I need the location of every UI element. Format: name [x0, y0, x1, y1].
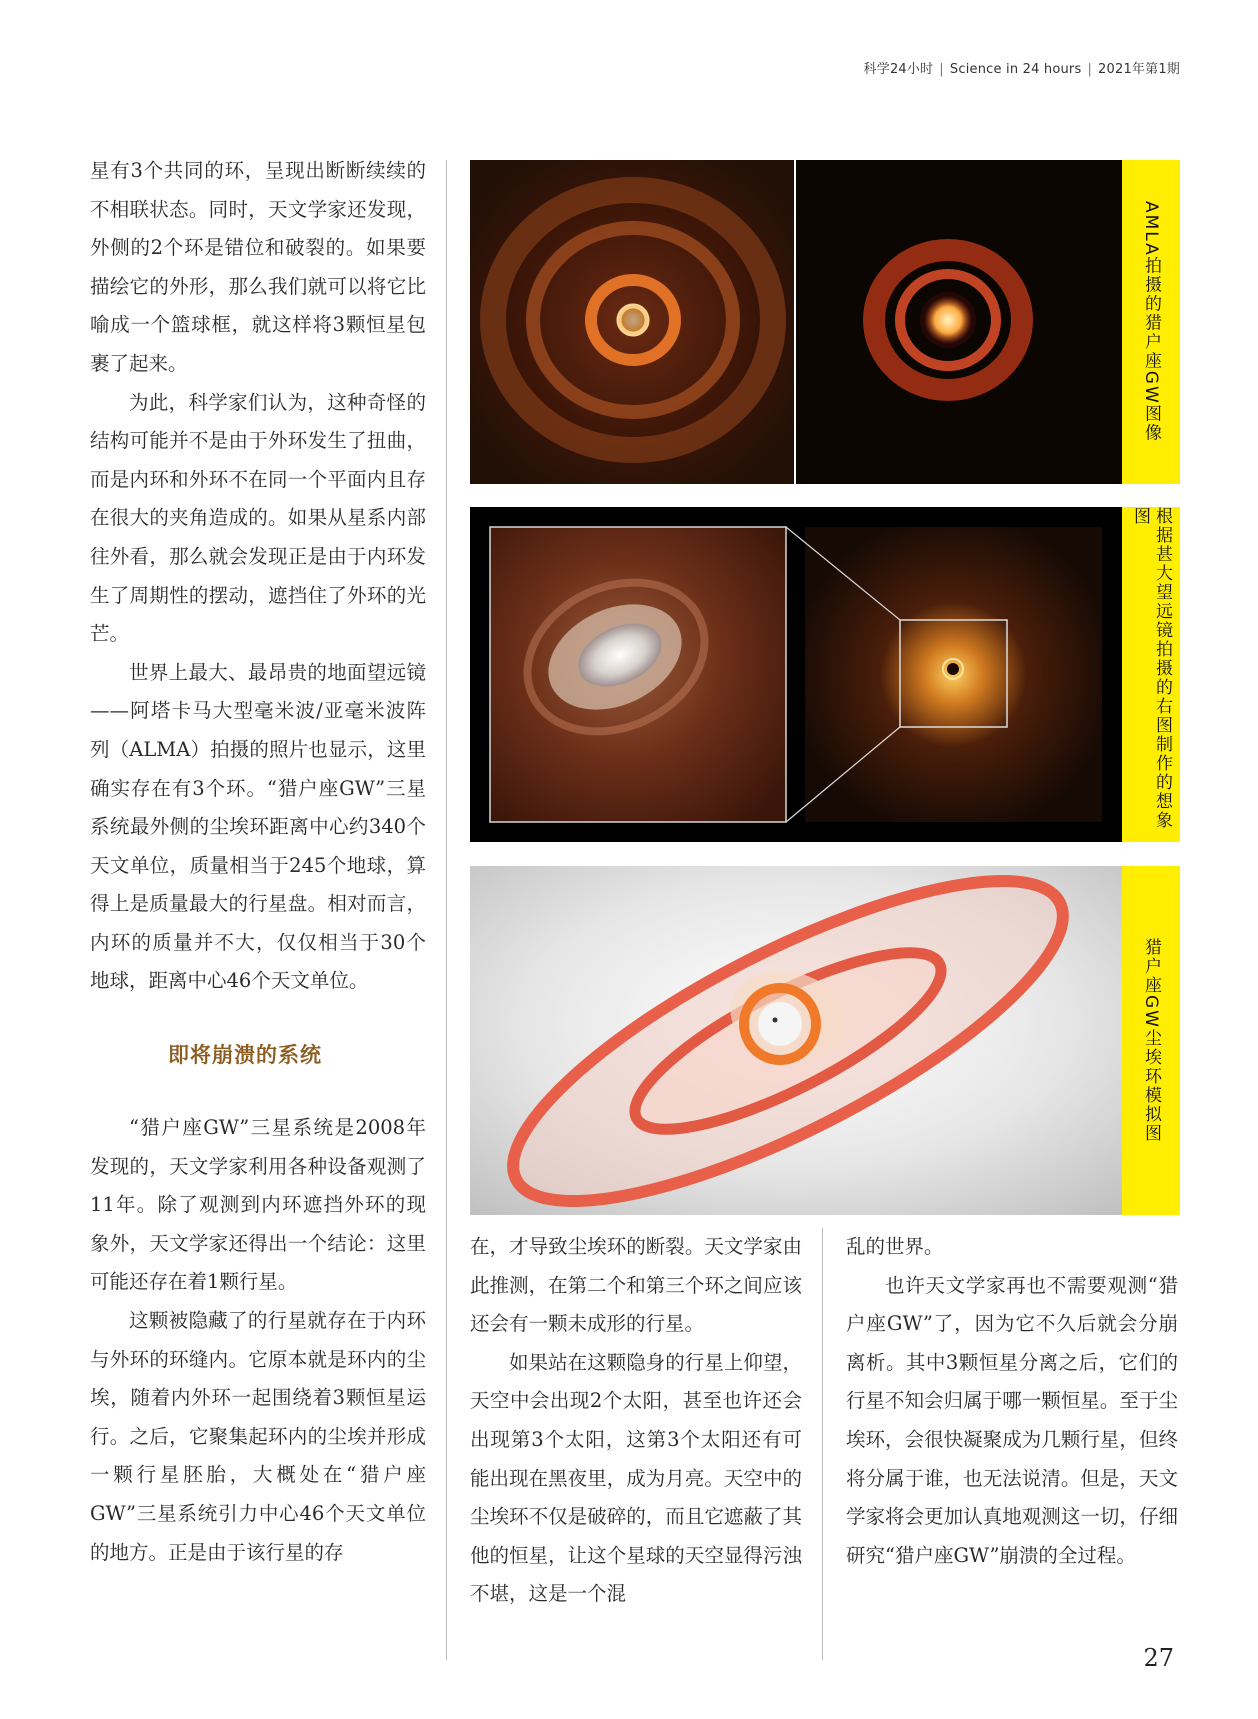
paragraph: 为此，科学家们认为，这种奇怪的结构可能并不是由于外环发生了扭曲，而是内环和外环不在同一个平面内且存在很大的夹角造成的。如果从星系内部往外看，那么就会发现正是由于内环发生了周期性的摆动，遮挡住了外环的光芒。 [90, 390, 426, 646]
ring-model-image [470, 866, 1180, 1215]
page-number: 27 [1143, 1644, 1174, 1672]
alma-image-pair [470, 160, 1180, 484]
paragraph: 星有3个共同的环，呈现出断断续续的不相联状态。同时，天文学家还发现，外侧的2个环是错位和破裂的。如果要描绘它的外形，那么我们就可以将它比喻成一个篮球框，就这样将3颗恒星包裹了起来。 [90, 159, 426, 375]
column-divider [822, 1228, 823, 1660]
figure-caption: AMLA拍摄的猎户座GW图像 [1141, 201, 1161, 443]
figure-ring-model [470, 866, 1180, 1215]
left-column [90, 152, 426, 1572]
header-separator: | [939, 62, 944, 77]
figure-vlt-artwork [470, 507, 1180, 842]
figure-caption-box [1122, 160, 1180, 484]
vlt-image-pair [470, 507, 1180, 842]
paragraph: 如果站在这颗隐身的行星上仰望，天空中会出现2个太阳，甚至也许还会出现第3个太阳，这第3个太阳还有可能出现在黑夜里，成为月亮。天空中的尘埃环不仅是破碎的，而且它遮蔽了其他的恒星，让这个星球的天空显得污浊不堪，这是一个混 [470, 1350, 802, 1606]
column-divider [446, 160, 447, 1660]
figure-caption-box [1122, 866, 1180, 1215]
issue-label: 2021年第1期 [1098, 62, 1180, 77]
figure-alma-images [470, 160, 1180, 484]
middle-column [470, 1228, 802, 1614]
figure-caption: 根据甚大望远镜拍摄的右图制作的想象图 [1130, 507, 1172, 830]
paragraph: 世界上最大、最昂贵的地面望远镜——阿塔卡马大型毫米波/亚毫米波阵列（ALMA）拍摄的照片也显示，这里确实存在有3个环。“猎户座GW”三星系统最外侧的尘埃环距离中心约340个天文单位，质量相当于245个地球，算得上是质量最大的行星盘。相对而言，内环的质量并不大，仅仅相当于30个地球，距离中心46个天文单位。 [90, 660, 426, 993]
paragraph: 在，才导致尘埃环的断裂。天文学家由此推测，在第二个和第三个环之间应该还会有一颗未成形的行星。 [470, 1235, 802, 1336]
section-heading: 即将崩溃的系统 [168, 1043, 322, 1068]
paragraph: “猎户座GW”三星系统是2008年发现的，天文学家利用各种设备观测了11年。除了观测到内环遮挡外环的现象外，天文学家还得出一个结论：这里可能还存在着1颗行星。 [90, 1116, 426, 1294]
header-separator: | [1087, 62, 1093, 77]
running-header [864, 58, 1180, 77]
paragraph: 这颗被隐藏了的行星就存在于内环与外环的环缝内。它原本就是环内的尘埃，随着内外环一起围绕着3颗恒星运行。之后，它聚集起环内的尘埃并形成一颗行星胚胎，大概处在“猎户座GW”三星系统引力中心46个天文单位的地方。正是由于该行星的存 [90, 1309, 426, 1564]
right-column [846, 1228, 1178, 1575]
figure-caption: 猎户座GW尘埃环模拟图 [1141, 938, 1161, 1143]
paragraph: 也许天文学家再也不需要观测“猎户座GW”了，因为它不久后就会分崩离析。其中3颗恒星分离之后，它们的行星不知会归属于哪一颗恒星。至于尘埃环，会很快凝聚成为几颗行星，但终将分属于谁，也无法说清。但是，天文学家将会更加认真地观测这一切，仔细研究“猎户座GW”崩溃的全过程。 [846, 1273, 1178, 1567]
magazine-english-name: Science in 24 hours [949, 62, 1082, 77]
figure-caption-box [1122, 507, 1180, 842]
paragraph: 乱的世界。 [846, 1235, 944, 1258]
magazine-name: 科学24小时 [863, 62, 934, 77]
